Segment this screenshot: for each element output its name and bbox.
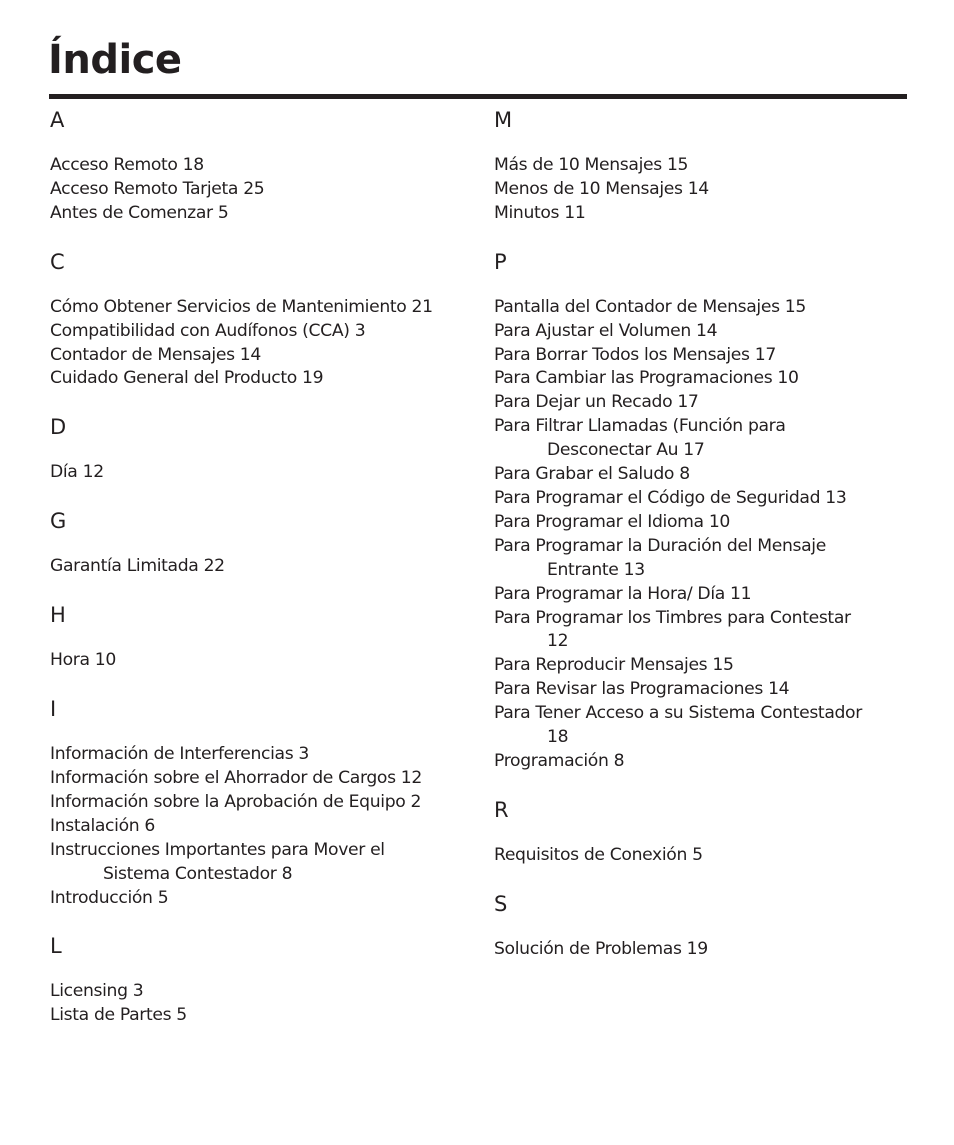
entry-text: Instrucciones Importantes para Mover el: [50, 839, 385, 860]
section-letter: L: [50, 934, 62, 959]
entry-continuation: Entrante 13: [547, 559, 645, 580]
entry-text: Para Filtrar Llamadas (Función para: [494, 416, 786, 437]
index-section-r: [494, 796, 914, 868]
index-entry: [50, 791, 470, 815]
entry-text: Para Borrar Todos los Mensajes 17: [494, 344, 776, 365]
index-entry: [494, 607, 914, 655]
index-entry: [50, 202, 470, 226]
index-entry: [50, 815, 470, 839]
entry-list: [50, 296, 470, 392]
title-rule: [49, 94, 907, 99]
index-section-g: [50, 507, 470, 579]
entry-continuation: 12: [547, 631, 569, 652]
index-column-left: [50, 106, 470, 1050]
index-section-i: [50, 695, 470, 910]
index-entry: [494, 391, 914, 415]
entry-text: Requisitos de Conexión 5: [494, 844, 703, 865]
section-letter: P: [494, 249, 507, 274]
entry-text: Instalación 6: [50, 815, 155, 836]
section-letter: I: [50, 697, 57, 722]
entry-text: Acceso Remoto 18: [50, 155, 204, 175]
index-entry: [50, 980, 470, 1004]
section-letter: D: [50, 415, 67, 440]
index-entry: [494, 320, 914, 344]
entry-text: Garantía Limitada 22: [50, 556, 225, 577]
entry-text: Para Programar la Hora/ Día 11: [494, 583, 752, 604]
index-section-m: [494, 106, 914, 226]
entry-text: Para Revisar las Programaciones 14: [494, 679, 790, 700]
index-entry: [494, 844, 914, 868]
entry-list: [50, 154, 470, 226]
entry-continuation: Sistema Contestador 8: [103, 863, 293, 884]
index-entry: [494, 535, 914, 583]
entry-text: Para Programar los Timbres para Contestar: [494, 607, 851, 628]
entry-text: Para Dejar un Recado 17: [494, 392, 699, 413]
index-section-s: [494, 890, 914, 962]
section-letter: R: [494, 797, 509, 822]
entry-text: Información sobre el Ahorrador de Cargos 12: [50, 767, 422, 788]
index-entry: [50, 839, 470, 887]
entry-text: Programación 8: [494, 750, 625, 771]
entry-text: Información de Interferencias 3: [50, 744, 309, 765]
entry-text: Para Cambiar las Programaciones 10: [494, 368, 799, 389]
entry-text: Compatibilidad con Audífonos (CCA) 3: [50, 320, 366, 341]
section-letter: S: [494, 891, 508, 916]
index-section-d: [50, 413, 470, 485]
index-entry: [494, 296, 914, 320]
index-entry: [494, 750, 914, 774]
entry-text: Solución de Problemas 19: [494, 938, 708, 959]
index-entry: [494, 202, 914, 226]
entry-list: [50, 461, 470, 485]
index-section-p: [494, 248, 914, 774]
index-entry: [494, 654, 914, 678]
entry-continuation: 18: [547, 727, 569, 748]
index-entry: [50, 296, 470, 320]
entry-list: [50, 649, 470, 673]
index-section-h: [50, 601, 470, 673]
index-entry: [50, 344, 470, 368]
index-entry: [494, 154, 914, 178]
index-section-a: [50, 106, 470, 226]
entry-text: Introducción 5: [50, 887, 169, 908]
entry-continuation: Desconectar Au 17: [547, 440, 705, 461]
entry-text: Para Tener Acceso a su Sistema Contestador: [494, 703, 862, 724]
index-entry: [50, 154, 470, 178]
index-entry: [494, 938, 914, 962]
entry-list: [494, 296, 914, 774]
section-letter: H: [50, 603, 66, 628]
entry-list: [50, 743, 470, 910]
section-letter: M: [494, 108, 513, 132]
index-entry: [50, 178, 470, 202]
entry-text: Más de 10 Mensajes 15: [494, 155, 689, 175]
entry-text: Cuidado General del Producto 19: [50, 368, 324, 389]
index-section-c: [50, 248, 470, 392]
index-column-right: [494, 106, 914, 984]
entry-text: Para Ajustar el Volumen 14: [494, 320, 718, 341]
index-entry: [50, 320, 470, 344]
entry-text: Acceso Remoto Tarjeta 25: [50, 178, 265, 199]
entry-text: Cómo Obtener Servicios de Mantenimiento 21: [50, 296, 433, 317]
entry-text: Para Programar el Código de Seguridad 13: [494, 487, 847, 508]
entry-text: Día 12: [50, 462, 104, 483]
entry-text: Para Reproducir Mensajes 15: [494, 655, 734, 676]
entry-text: Licensing 3: [50, 981, 144, 1002]
entry-text: Pantalla del Contador de Mensajes 15: [494, 296, 806, 317]
entry-list: [494, 938, 914, 962]
entry-text: Minutos 11: [494, 202, 586, 223]
entry-text: Hora 10: [50, 650, 116, 671]
index-entry: [50, 767, 470, 791]
entry-text: Para Programar el Idioma 10: [494, 511, 731, 532]
index-entry: [50, 743, 470, 767]
index-entry: [494, 415, 914, 463]
index-entry: [50, 461, 470, 485]
entry-text: Antes de Comenzar 5: [50, 202, 229, 223]
index-entry: [50, 555, 470, 579]
entry-text: Información sobre la Aprobación de Equipo 2: [50, 791, 422, 812]
index-section-l: [50, 932, 470, 1028]
index-entry: [494, 178, 914, 202]
entry-list: [50, 555, 470, 579]
entry-text: Para Programar la Duración del Mensaje: [494, 535, 826, 556]
index-entry: [50, 649, 470, 673]
section-letter: A: [50, 108, 65, 132]
index-entry: [50, 367, 470, 391]
index-entry: [494, 702, 914, 750]
entry-text: Para Grabar el Saludo 8: [494, 464, 690, 485]
entry-list: [494, 154, 914, 226]
index-entry: [50, 1004, 470, 1028]
section-letter: G: [50, 509, 67, 534]
entry-text: Menos de 10 Mensajes 14: [494, 178, 709, 199]
entry-list: [50, 980, 470, 1028]
index-entry: [494, 511, 914, 535]
index-entry: [494, 583, 914, 607]
entry-list: [494, 844, 914, 868]
index-entry: [494, 463, 914, 487]
section-letter: C: [50, 249, 65, 274]
index-entry: [494, 344, 914, 368]
index-entry: [494, 367, 914, 391]
index-entry: [494, 487, 914, 511]
page-title: Índice: [48, 37, 182, 83]
entry-text: Lista de Partes 5: [50, 1005, 187, 1026]
entry-text: Contador de Mensajes 14: [50, 344, 261, 365]
index-entry: [50, 887, 470, 911]
index-entry: [494, 678, 914, 702]
